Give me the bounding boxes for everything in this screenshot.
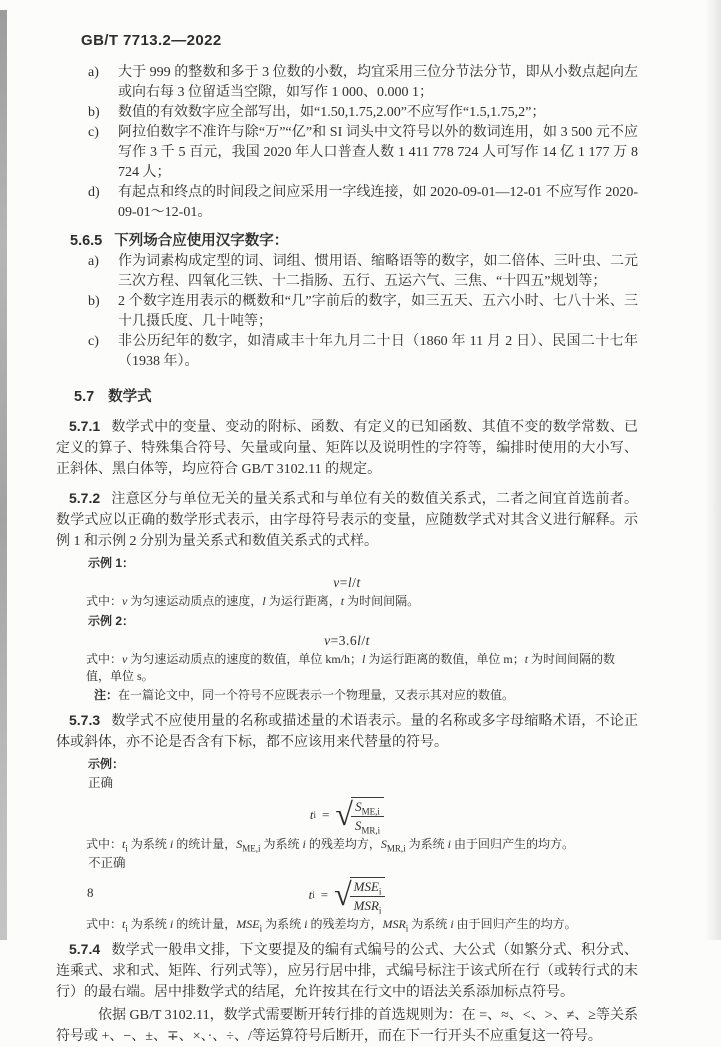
- denominator-subscript: i: [378, 905, 382, 916]
- equals-sign: =: [320, 887, 329, 902]
- list-item: [56, 292, 638, 332]
- clause-text: 数学式不应使用量的名称或描述量的术语表示。量的名称或多字母缩略术语，不论正体或斜体，亦不论是否含有下标，都不应该用来代替量的符号。: [56, 714, 638, 750]
- clause-number: 5.6.5: [70, 233, 103, 249]
- numbered-list-arabic-rules: [56, 63, 638, 223]
- numbered-list-chinese-numerals: [56, 252, 638, 372]
- incorrect-label: 不正确: [88, 856, 126, 870]
- fraction: [350, 879, 386, 914]
- list-item-text: 阿拉伯数字不准许与除“万”“亿”和 SI 词头中文符号以外的数词连用，如 3 500 元不应写作 3 千 5 百元，我国 2020 年人口普查人数 1 411 778 724 人可写作 14 亿 1 177 万 8 724 人；: [118, 125, 638, 180]
- section-number: 5.7: [74, 389, 95, 405]
- numerator-subscript: i: [378, 886, 382, 897]
- list-item: [56, 103, 638, 123]
- list-item: [56, 183, 638, 223]
- list-item-text: 2 个数字连用表示的概数和“几”字前后的数字，如三五天、五六小时、七八十米、三十几摄氏度、几十吨等；: [118, 294, 638, 329]
- numerator: S: [355, 798, 362, 814]
- formula-correct: t i = √ $\frac{S_{ME,i}}{S_{MR,i}}$: [56, 797, 638, 833]
- numerator-subscript: ME,i: [361, 806, 380, 817]
- denominator: S: [354, 817, 362, 833]
- clause-5-7-3: [56, 710, 638, 753]
- list-item: [56, 332, 638, 372]
- clause-5-7-4: [56, 939, 638, 1003]
- clause-5-7-2: [56, 488, 638, 552]
- example-2-label: 示例 2：: [88, 614, 135, 628]
- note: [94, 687, 638, 704]
- fraction: [351, 799, 384, 834]
- list-item: [56, 63, 638, 103]
- clause-5-7-1: [56, 416, 638, 480]
- list-item-label: c): [88, 125, 99, 140]
- correct-label: 正确: [88, 776, 114, 790]
- list-item-text: 大于 999 的整数和多于 3 位数的小数，均宜采用三位分节法分节，即从小数点起向左或向右每 3 位留适当空隙，如写作 1 000、0.000 1；: [118, 65, 638, 100]
- formula-variable: t: [308, 887, 313, 902]
- formula-quantity-relation: v=l/t: [333, 575, 361, 590]
- clause-number: 5.7.3: [69, 712, 101, 728]
- list-item-text: 有起点和终点的时间段之间应采用一字线连接，如 2020-09-01—12-01 不应写作 2020-09-01～12-01。: [118, 185, 638, 220]
- list-item-label: a): [88, 65, 99, 80]
- example-label: 示例：: [88, 757, 125, 771]
- scan-edge-left: [0, 10, 7, 940]
- list-item-text: 非公历纪年的数字，如清咸丰十年九月二十日（1860 年 11 月 2 日）、民国二十七年（1938 年）。: [118, 334, 638, 369]
- section-title: 数学式: [108, 389, 152, 405]
- list-item-label: d): [88, 185, 100, 200]
- denominator-subscript: MR,i: [361, 825, 381, 836]
- square-root: [335, 797, 384, 834]
- section-5-7-heading: [74, 386, 638, 408]
- list-item-label: a): [88, 254, 99, 269]
- clause-text: 数学式中的变量、变动的附标、函数、有定义的已知函数、其值不变的数学常数、已定义的算子、特殊集合符号、矢量或向量、矩阵以及说明性的字符等，编排时使用的大小写、正斜体、黑白体等，均应符合 GB/T 3102.11 的规定。: [56, 420, 638, 477]
- clause-5-6-5-heading: [70, 231, 638, 251]
- radical-sign: √: [334, 876, 352, 912]
- list-item-label: c): [88, 334, 99, 349]
- clause-5-7-4-paragraph-2: 依据 GB/T 3102.11，数学式需要断开转行排的首选规则为：在 =、≈、<、>、≠、≥等关系符号或 +、−、±、∓、×、·、÷、/等运算符号后断开，而在下一行开头不应重复这一符号。: [56, 1008, 638, 1044]
- example-1-label: 示例 1：: [88, 556, 135, 570]
- clause-number: 5.7.2: [69, 490, 101, 506]
- formula-correct-legend: 式中：$t_i$ 为系统 i 的统计量，$S_{ME,i}$ 为系统 i 的残差均方，$S_{MR,i}$ 为系统 i 由于回归产生的均方。: [86, 837, 575, 854]
- standard-number-header: GB/T 7713.2—2022: [81, 32, 222, 49]
- equals-sign: =: [321, 807, 330, 822]
- list-item-text: 数值的有效数字应全部写出，如“1.50,1.75,2.00”不应写作“1.5,1.75,2”；: [118, 105, 546, 120]
- clause-text: 注意区分与单位无关的量关系式和与单位有关的数值关系式，二者之间宜首选前者。数学式应以正确的数学形式表示，由字母符号表示的变量，应随数学式对其含义进行解释。示例 1 和示例 2 分别为量关系式和数值关系式的式样。: [56, 492, 638, 549]
- formula-numerical-relation: v=3.6l/t: [324, 633, 370, 648]
- list-item-text: 作为词素构成定型的词、词组、惯用语、缩略语等的数字，如二倍体、三叶虫、二元三次方程、四氧化三铁、十二指肠、五行、五运六气、三焦、“十四五”规划等；: [118, 254, 638, 289]
- clause-text: 数学式一般串文排，下文要提及的编有式编号的公式、大公式（如繁分式、积分式、连乘式、求和式、矩阵、行列式等），应另行居中排，式编号标注于该式所在行（或转行式的末行）的最右端。居中排数学式的结尾，允许按其在行文中的语法关系添加标点符号。: [56, 943, 638, 1000]
- formula-2-legend: 式中：v 为匀速运动质点的速度的数值，单位 km/h；l 为运行距离的数值，单位 m；t 为时间间隔的数值，单位 s。: [86, 652, 616, 683]
- list-item-label: b): [88, 105, 100, 120]
- formula-variable: t: [309, 807, 314, 822]
- formula-1-legend: 式中：v 为匀速运动质点的速度，l 为运行距离，t 为时间间隔。: [86, 594, 420, 608]
- document-page: [56, 0, 638, 1047]
- numerator: MSE: [353, 878, 379, 894]
- note-label: 注：: [94, 688, 119, 702]
- list-item: [56, 123, 638, 183]
- formula-incorrect-legend: 式中：$t_i$ 为系统 i 的统计量，$MSE_i$ 为系统 i 的残差均方，$MSR_i$ 为系统 i 由于回归产生的均方。: [86, 917, 577, 934]
- page-number: 8: [87, 885, 94, 900]
- scan-edge-right: [705, 0, 721, 940]
- denominator: MSR: [353, 897, 379, 913]
- list-item: [56, 252, 638, 292]
- formula-incorrect: t i = √ $\frac{MSE_i}{MSR_i}$: [56, 877, 638, 913]
- radical-sign: √: [335, 796, 353, 832]
- clause-number: 5.7.1: [69, 418, 101, 434]
- square-root: [334, 877, 385, 914]
- clause-title: 下列场合应使用汉字数字：: [114, 233, 289, 249]
- list-item-label: b): [88, 294, 100, 309]
- clause-number: 5.7.4: [69, 941, 101, 957]
- note-text: 在一篇论文中，同一个符号不应既表示一个物理量，又表示其对应的数值。: [118, 688, 515, 702]
